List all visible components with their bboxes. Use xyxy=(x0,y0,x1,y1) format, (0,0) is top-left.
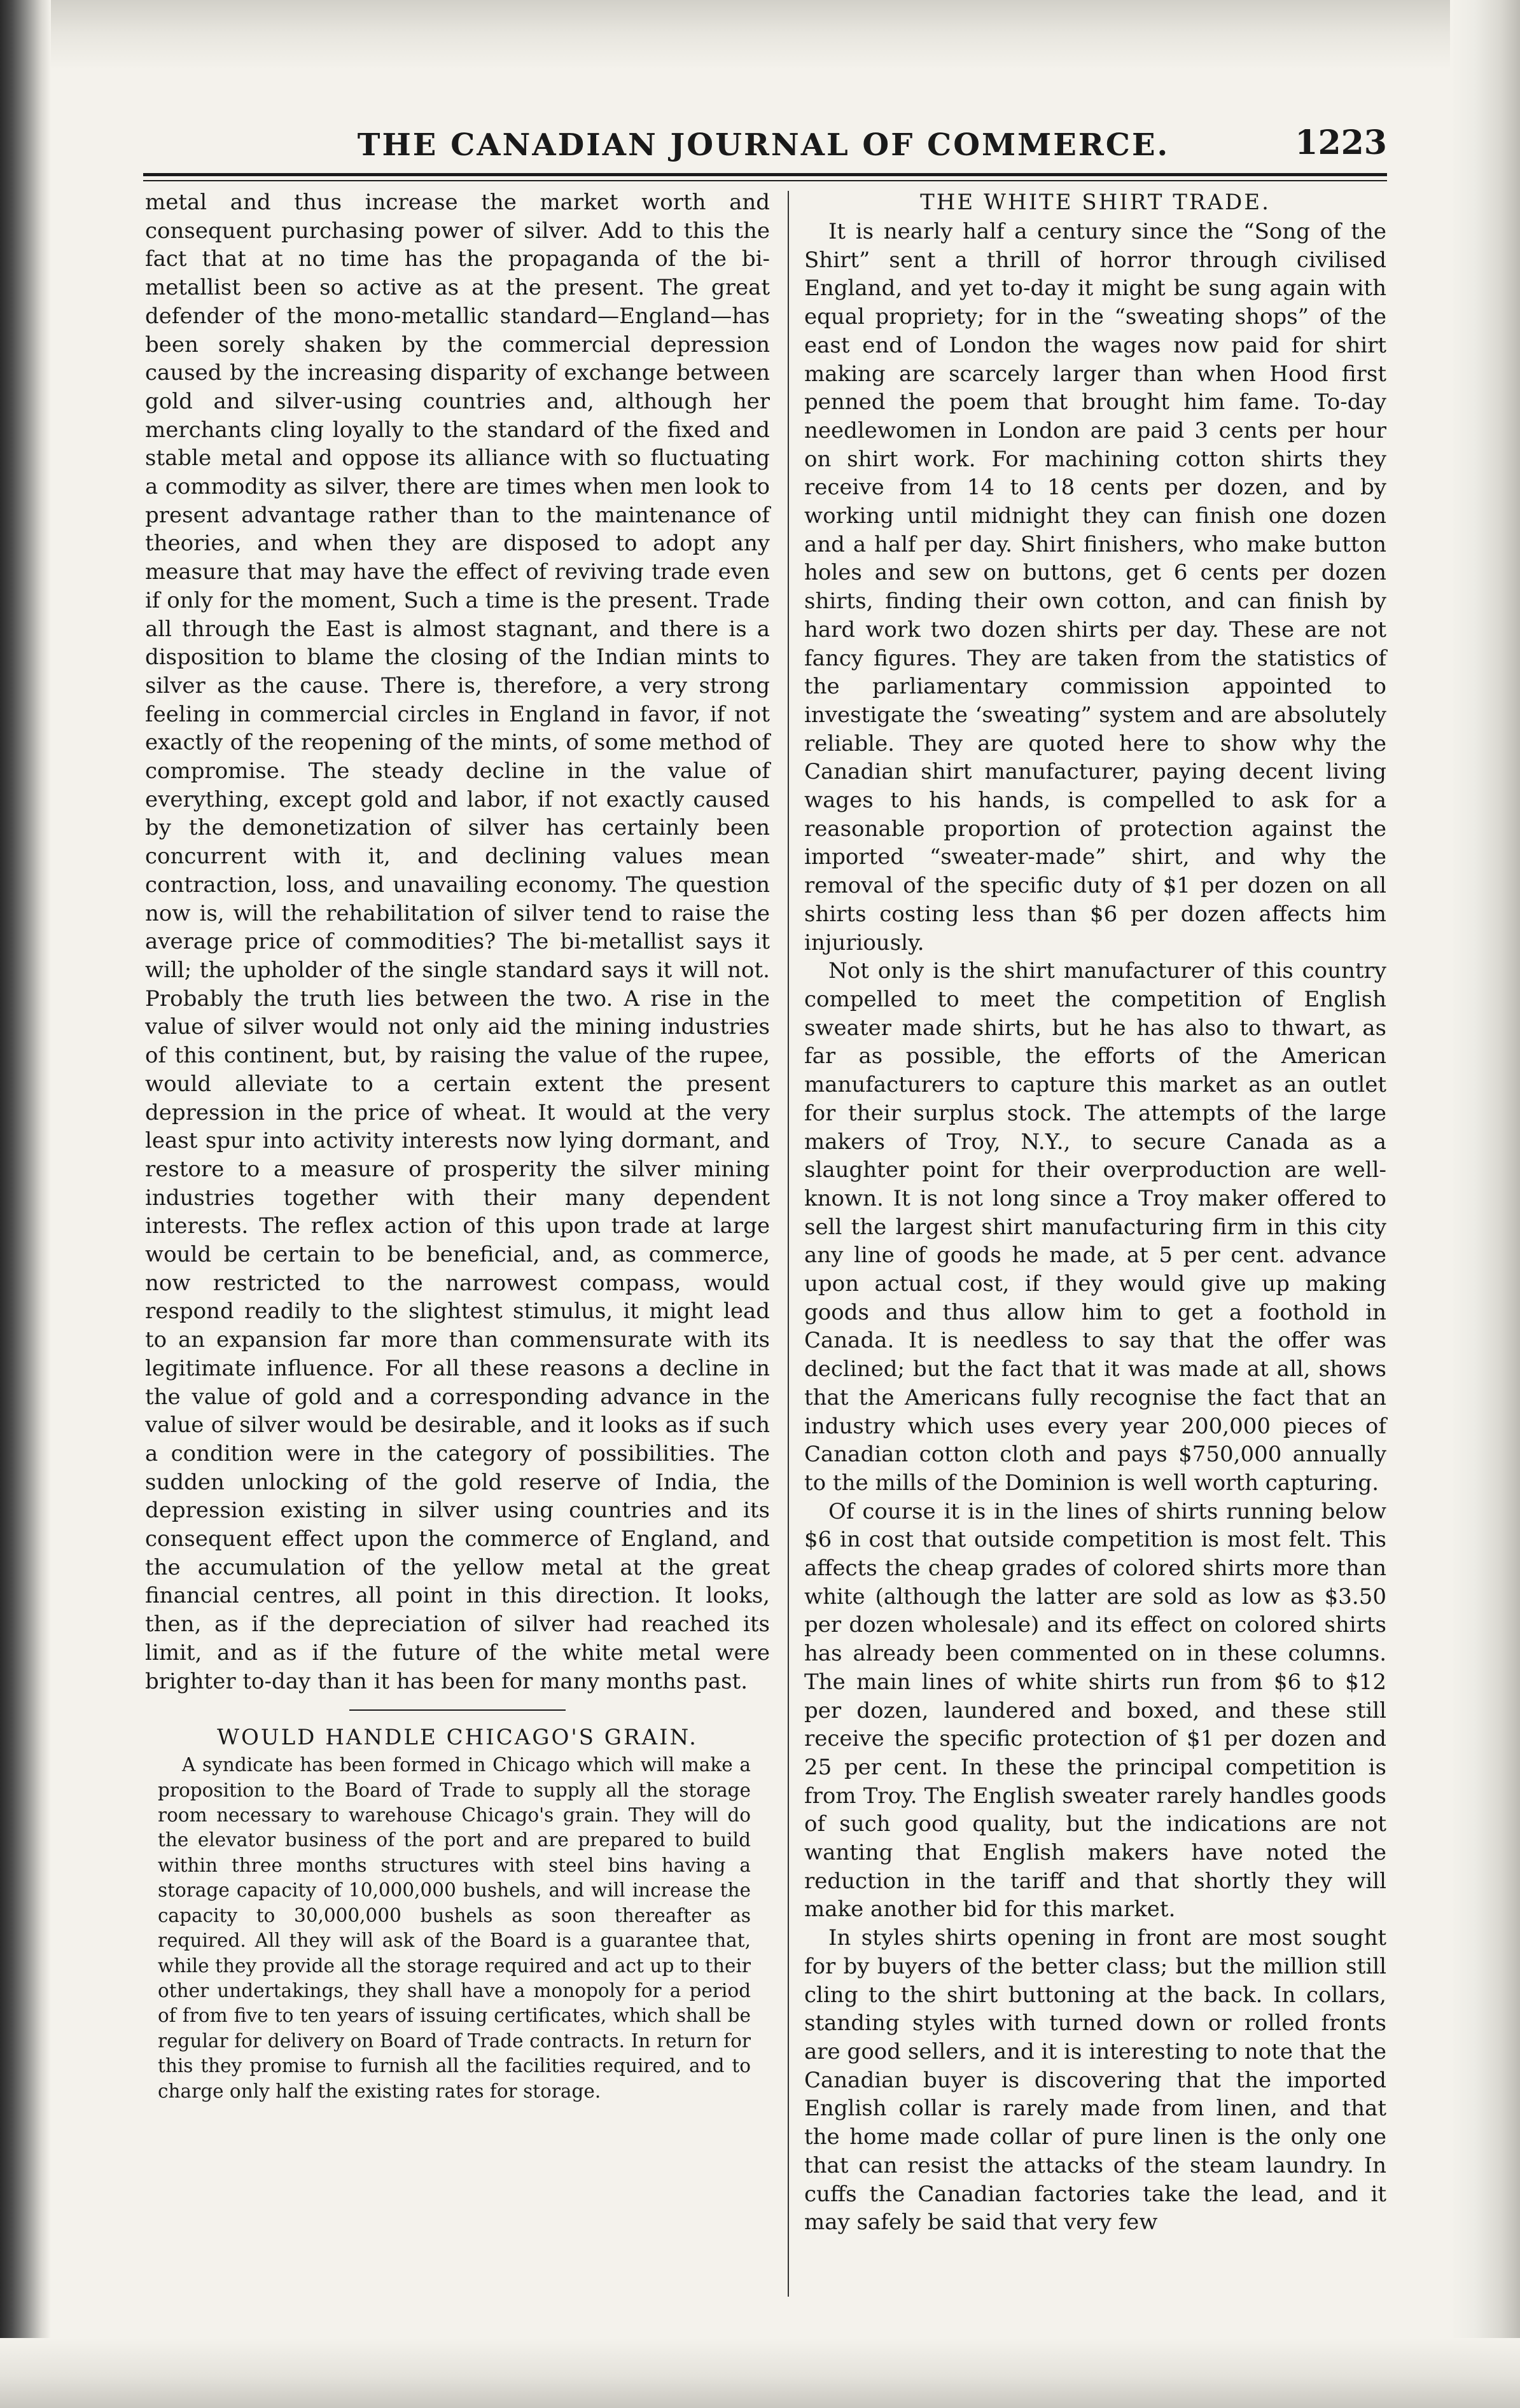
grain-article xyxy=(145,1753,770,2104)
page-edge-right xyxy=(1450,0,1520,2408)
page-edge-bottom xyxy=(0,2338,1520,2408)
shirt-article-title: THE WHITE SHIRT TRADE. xyxy=(920,190,1271,215)
shirt-paragraph: Of course it is in the lines of shirts running below $6 in cost that outside competition is most felt. This affects the cheap grades of colored shirts more than white (although the latter are sold as low as $3.50 per dozen wholesale) and its effect on colored shirts has already been commented on in these columns. The main lines of white shirts run from $6 to $12 per dozen, laundered and boxed, and these still receive the specific protection of $1 per dozen and 25 per cent. In these the principal competition is from Troy. The English sweater rarely handles goods of such good quality, but the indications are not wanting that English makers have noted the reduction in the tariff and that shortly they will make another bid for this market. xyxy=(804,1498,1386,1923)
left-column xyxy=(145,188,770,2104)
grain-article-title: WOULD HANDLE CHICAGO'S GRAIN. xyxy=(217,1725,698,1751)
grain-article-body: A syndicate has been formed in Chicago which will make a proposition to the Board of Trade to supply all the storage room necessary to warehouse Chicago's grain. They will do the elevator business of the port and are prepared to build within three months structures with steel bins having a storage capacity of 10,000,000 bushels, and will increase the capacity to 30,000,000 bushels as soon thereafter as required. All they will ask of the Board is a guarantee that, while they provide all the storage required and act up to their other undertakings, they shall have a monopoly for a period of from five to ten years of issuing certificates, which shall be regular for delivery on Board of Trade contracts. In return for this they promise to furnish all the facilities required, and to charge only half the existing rates for storage. xyxy=(158,1754,751,2102)
header-rule-thin xyxy=(143,180,1387,181)
header-rule xyxy=(143,173,1387,176)
right-column xyxy=(804,188,1386,2237)
page-header xyxy=(140,115,1387,172)
shirt-paragraph: It is nearly half a century since the “Song of the Shirt” sent a thrill of horror through civilised England, and yet to-day it might be sung again with equal propriety; for in the “sweating shops” of the east end of London the wages now paid for shirt making are scarcely larger than when Hood first penned the poem that brought him fame. To-day needlewomen in London are paid 3 cents per hour on shirt work. For machining cotton shirts they receive from 14 to 18 cents per dozen, and by working until midnight they can finish one dozen and a half per day. Shirt finishers, who make button holes and sew on buttons, get 6 cents per dozen shirts, finding their own cotton, and can finish by hard work two dozen shirts per day. These are not fancy figures. They are taken from the statistics of the parliamentary commission appointed to investigate the ‘sweating” system and are absolutely reliable. They are quoted here to show why the Canadian shirt manufacturer, paying decent living wages to his hands, is compelled to ask for a reasonable proportion of protection against the imported “sweater-made” shirt, and why the removal of the specific duty of $1 per dozen on all shirts costing less than $6 per dozen affects him injuriously. xyxy=(804,219,1386,956)
shirt-paragraph: Not only is the shirt manufacturer of this country compelled to meet the competition of English sweater made shirts, but he has also to thwart, as far as possible, the efforts of the American manufacturers to capture this market as an outlet for their surplus stock. The attempts of the large makers of Troy, N.Y., to secure Canada as a slaughter point for their overproduction are well-known. It is not long since a Troy maker offered to sell the largest shirt manufacturing firm in this city any line of goods he made, at 5 per cent. advance upon actual cost, if they would give up making goods and thus allow him to get a foothold in Canada. It is needless to say that the offer was declined; but the fact that it was made at all, shows that the Americans fully recognise the fact that an industry which uses every year 200,000 pieces of Canadian cotton cloth and pays $750,000 annually to the mills of the Dominion is well worth capturing. xyxy=(804,958,1386,1496)
journal-title: THE CANADIAN JOURNAL OF COMMERCE. xyxy=(357,127,1170,163)
shirt-paragraph: In styles shirts opening in front are most sought for by buyers of the better class; but the million still cling to the shirt buttoning at the back. In collars, standing styles with turned down or rolled fronts are good sellers, and it is interesting to note that the Canadian buyer is discovering that the imported English collar is rarely made from linen, and that the home made collar of pure linen is the only one that can resist the attacks of the steam laundry. In cuffs the Canadian factories take the lead, and it may safely be said that very few xyxy=(804,1925,1386,2236)
page-edge-top xyxy=(0,0,1520,70)
silver-article-continued: metal and thus increase the market worth and consequent purchasing power of silver. Add to this the fact that at no time has the propaganda of the bi-metallist been so active as at the present. The great defender of the mono-metallic standard—England—has been sorely shaken by the commercial depression caused by the increasing disparity of exchange between gold and silver-using countries and, although her merchants cling loyally to the standard of the fixed and stable metal and oppose its alliance with so fluctuating a commodity as silver, there are times when men look to present advantage rather than to the maintenance of theories, and when they are disposed to adopt any measure that may have the effect of reviving trade even if only for the moment, Such a time is the present. Trade all through the East is almost stagnant, and there is a disposition to blame the closing of the Indian mints to silver as the cause. There is, therefore, a very strong feeling in commercial circles in England in favor, if not exactly of the reopening of the mints, of some method of compromise. The steady decline in the value of everything, except gold and labor, if not exactly caused by the demonetization of silver has certainly been concurrent with it, and declining values mean contraction, loss, and unavailing economy. The question now is, will the rehabilitation of silver tend to raise the average price of commodities? The bi-metallist says it will; the upholder of the single standard says it will not. Probably the truth lies between the two. A rise in the value of silver would not only aid the mining industries of this continent, but, by raising the value of the rupee, would alleviate to a certain extent the present depression in the price of wheat. It would at the very least spur into activity interests now lying dormant, and restore to a measure of prosperity the silver mining industries together with their many dependent interests. The reflex action of this upon trade at large would be certain to be beneficial, and, as commerce, now restricted to the narrowest compass, would respond readily to the slightest stimulus, it might lead to an expansion far more than commensurate with its legitimate influence. For all these reasons a decline in the value of gold and a corresponding advance in the value of silver would be desirable, and it looks as if such a condition were in the category of possibilities. The sudden unlocking of the gold reserve of India, the depression existing in silver using countries and its consequent effect upon the commerce of England, and the accumulation of the yellow metal at the great financial centres, all point in this direction. It looks, then, as if the depreciation of silver had reached its limit, and as if the future of the white metal were brighter to-day than it has been for many months past. xyxy=(145,190,770,1694)
column-divider xyxy=(788,191,789,2297)
page-number: 1223 xyxy=(1295,123,1387,162)
page-edge-left xyxy=(0,0,51,2408)
section-divider xyxy=(349,1709,566,1711)
